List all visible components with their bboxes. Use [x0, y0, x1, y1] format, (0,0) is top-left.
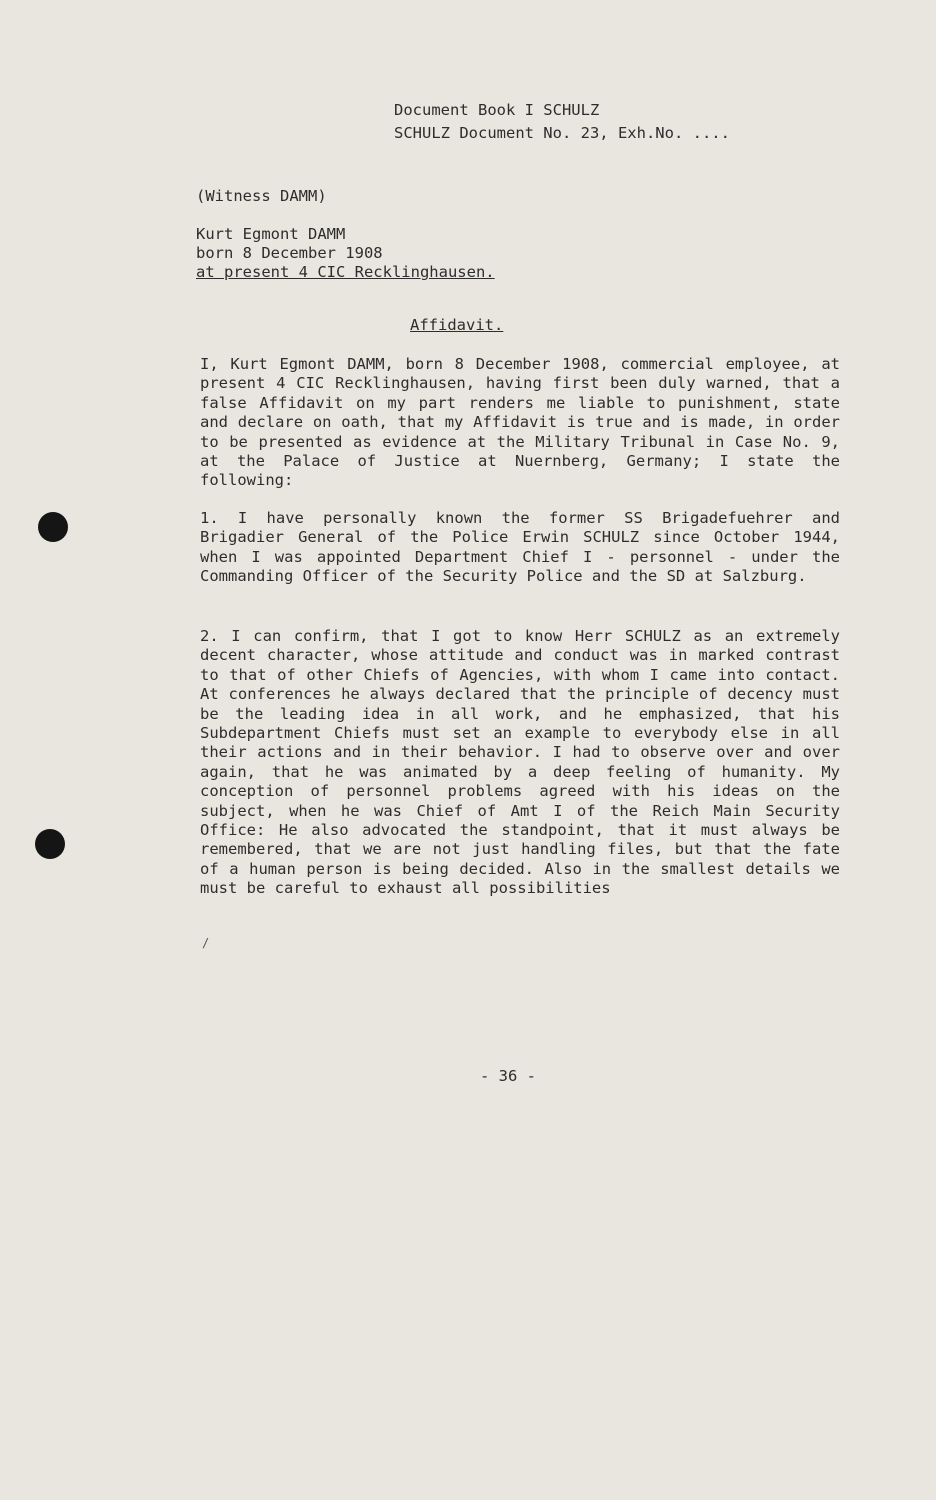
intro-paragraph — [200, 355, 840, 491]
witness-label: (Witness DAMM) — [196, 187, 327, 205]
paragraph-2 — [200, 627, 840, 899]
punch-hole-top — [38, 512, 68, 542]
page-number: - 36 - — [480, 1067, 536, 1085]
header-line-1: Document Book I SCHULZ — [394, 101, 600, 119]
paragraph-1 — [200, 509, 840, 587]
person-born: born 8 December 1908 — [196, 244, 383, 262]
person-address: at present 4 CIC Recklinghausen. — [196, 263, 495, 281]
paragraph-2-text: 2. I can confirm, that I got to know Herr SCHULZ as an extremely decent character, whose attitude and conduct was in marked contrast to that of other Chiefs of Agencies, with whom I came into contact. At conferences he always declared that the principle of decency must be the leading idea in all work, and he emphasized, that his Subdepartment Chiefs must set an example to everybody else in all their actions and in their behavior. I had to observe over and over again, that he was animated by a deep feeling of humanity. My conception of personnel problems agreed with his ideas on the subject, when he was Chief of Amt I of the Reich Main Security Office: He also advocated the standpoint, that it must always be remembered, that we are not just handling files, but that the fate of a human person is being decided. Also in the smallest details we must be careful to exhaust all possibilities — [200, 627, 840, 898]
header-line-2: SCHULZ Document No. 23, Exh.No. .... — [394, 124, 730, 142]
stray-mark: / — [202, 936, 210, 950]
intro-text: I, Kurt Egmont DAMM, born 8 December 1908, commercial employee, at present 4 CIC Recklinghausen, having first been duly warned, that a false Affidavit on my part renders me liable to punishment, state and declare on oath, that my Affidavit is true and is made, in order to be presented as evidence at the Military Tribunal in Case No. 9, at the Palace of Justice at Nuernberg, Germany; I state the following: — [200, 355, 840, 490]
document-title: Affidavit. — [410, 316, 504, 334]
person-name: Kurt Egmont DAMM — [196, 225, 346, 243]
punch-hole-bottom — [35, 829, 65, 859]
paragraph-1-text: 1. I have personally known the former SS Brigadefuehrer and Brigadier General of the Police Erwin SCHULZ since October 1944, when I was appointed Department Chief I - personnel - under the Commanding Officer of the Security Police and the SD at Salzburg. — [200, 509, 840, 586]
